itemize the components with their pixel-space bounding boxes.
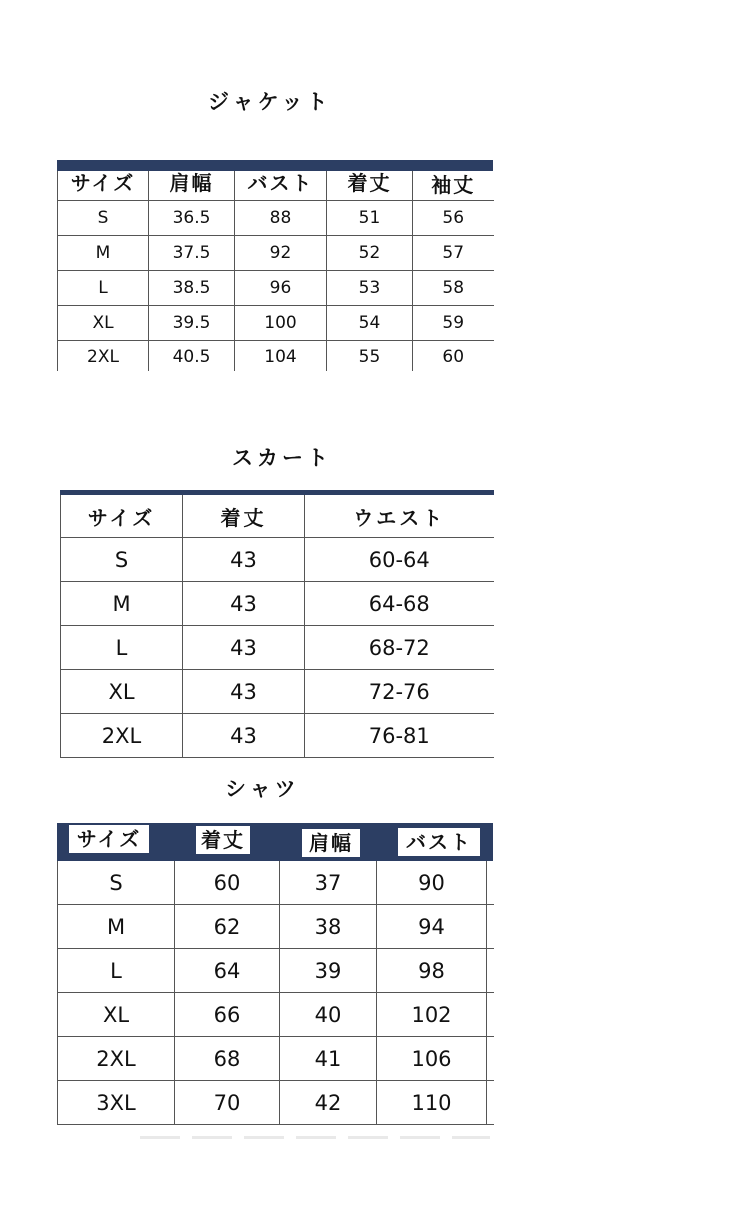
cell-size: 3XL — [58, 1081, 175, 1125]
cell-size: 2XL — [58, 1037, 175, 1081]
cell-size: M — [58, 236, 149, 271]
table-row — [58, 949, 494, 993]
cell-size: 2XL — [58, 341, 149, 372]
cell-shoulder: 36.5 — [149, 201, 235, 236]
header-bust: バスト — [235, 162, 327, 201]
cell-sleeve: 60 — [442, 347, 465, 367]
cell-length: 43 — [183, 670, 305, 714]
table-row — [58, 1081, 494, 1125]
jacket-header-bar — [57, 160, 493, 171]
table-row — [58, 271, 494, 306]
cell-size: M — [58, 905, 175, 949]
cell-length: 43 — [183, 582, 305, 626]
cell-size: L — [58, 271, 149, 306]
header-size: サイズ — [58, 162, 149, 201]
table-row — [58, 201, 494, 236]
cell-sleeve: 59 — [413, 306, 494, 341]
jacket-title: ジャケット — [208, 90, 332, 114]
header-sleeve: 袖丈 — [413, 162, 494, 201]
cell-size: L — [61, 626, 183, 670]
cell-extra — [487, 1081, 494, 1125]
cell-bust: 94 — [377, 905, 487, 949]
cell-bust: 98 — [377, 949, 487, 993]
header-shoulder: 肩幅 — [302, 829, 360, 857]
cell-bust: 90 — [377, 861, 487, 905]
cell-length: 43 — [183, 714, 305, 758]
header-bust: バスト — [398, 828, 480, 856]
table-row — [58, 306, 494, 341]
cell-length: 64 — [175, 949, 280, 993]
cell-size: XL — [61, 670, 183, 714]
table-row — [61, 626, 494, 670]
cell-shoulder: 38 — [280, 905, 377, 949]
table-row — [58, 905, 494, 949]
cell-extra — [487, 861, 494, 905]
cell-waist: 68-72 — [305, 626, 494, 670]
table-row — [61, 538, 494, 582]
table-row — [58, 341, 494, 372]
jacket-size-table — [57, 162, 494, 371]
table-row — [58, 1037, 494, 1081]
cell-length: 54 — [327, 306, 413, 341]
skirt-title: スカート — [232, 446, 332, 470]
cell-extra — [487, 949, 494, 993]
skirt-size-table — [60, 490, 494, 758]
cell-extra — [487, 993, 494, 1037]
cell-sleeve: 58 — [413, 271, 494, 306]
cell-bust: 102 — [377, 993, 487, 1037]
cell-shoulder: 40 — [280, 993, 377, 1037]
cell-size: S — [58, 201, 149, 236]
cell-length: 70 — [175, 1081, 280, 1125]
table-row — [61, 670, 494, 714]
cell-shoulder: 37 — [280, 861, 377, 905]
cell-size: S — [58, 861, 175, 905]
cell-length: 68 — [175, 1037, 280, 1081]
cell-length: 52 — [327, 236, 413, 271]
cell-bust: 104 — [235, 341, 327, 372]
shirt-size-table — [57, 823, 493, 1125]
cell-length: 53 — [327, 271, 413, 306]
cell-waist: 76-81 — [305, 714, 494, 758]
cell-sleeve: 56 — [413, 201, 494, 236]
cell-shoulder: 38.5 — [149, 271, 235, 306]
cell-waist: 72-76 — [305, 670, 494, 714]
cell-length: 55 — [327, 341, 413, 372]
cell-shoulder: 41 — [280, 1037, 377, 1081]
header-waist: ウエスト — [305, 493, 494, 538]
cell-size: XL — [58, 993, 175, 1037]
cell-size: 2XL — [61, 714, 183, 758]
table-header-row — [57, 823, 493, 861]
cell-bust: 100 — [235, 306, 327, 341]
cell-bust: 106 — [377, 1037, 487, 1081]
cell-length: 43 — [183, 626, 305, 670]
cell-size: L — [58, 949, 175, 993]
shirt-title: シャツ — [225, 777, 300, 801]
shirt-table-body — [57, 861, 494, 1125]
cell-length: 62 — [175, 905, 280, 949]
header-shoulder: 肩幅 — [149, 162, 235, 201]
cell-size: S — [61, 538, 183, 582]
table-row — [61, 714, 494, 758]
header-length: 着丈 — [196, 826, 250, 854]
header-size: サイズ — [61, 493, 183, 538]
cell-bust: 92 — [235, 236, 327, 271]
table-header-row — [61, 493, 494, 538]
faint-divider — [140, 1136, 490, 1139]
cell-shoulder: 39.5 — [149, 306, 235, 341]
cell-size: XL — [58, 306, 149, 341]
cell-shoulder: 37.5 — [149, 236, 235, 271]
cell-bust: 88 — [235, 201, 327, 236]
cell-shoulder: 39 — [280, 949, 377, 993]
header-length: 着丈 — [327, 162, 413, 201]
cell-extra — [487, 1037, 494, 1081]
cell-bust: 110 — [377, 1081, 487, 1125]
cell-length: 51 — [327, 201, 413, 236]
table-row — [58, 861, 494, 905]
cell-extra — [487, 905, 494, 949]
cell-sleeve: 57 — [413, 236, 494, 271]
cell-waist: 64-68 — [305, 582, 494, 626]
table-row — [58, 236, 494, 271]
table-row — [58, 993, 494, 1037]
cell-length: 43 — [183, 538, 305, 582]
cell-shoulder: 42 — [280, 1081, 377, 1125]
cell-length: 66 — [175, 993, 280, 1037]
header-size: サイズ — [69, 825, 149, 853]
cell-shoulder: 40.5 — [149, 341, 235, 372]
table-row — [61, 582, 494, 626]
header-length: 着丈 — [183, 493, 305, 538]
cell-waist: 60-64 — [305, 538, 494, 582]
cell-length: 60 — [175, 861, 280, 905]
cell-size: M — [61, 582, 183, 626]
cell-bust: 96 — [235, 271, 327, 306]
